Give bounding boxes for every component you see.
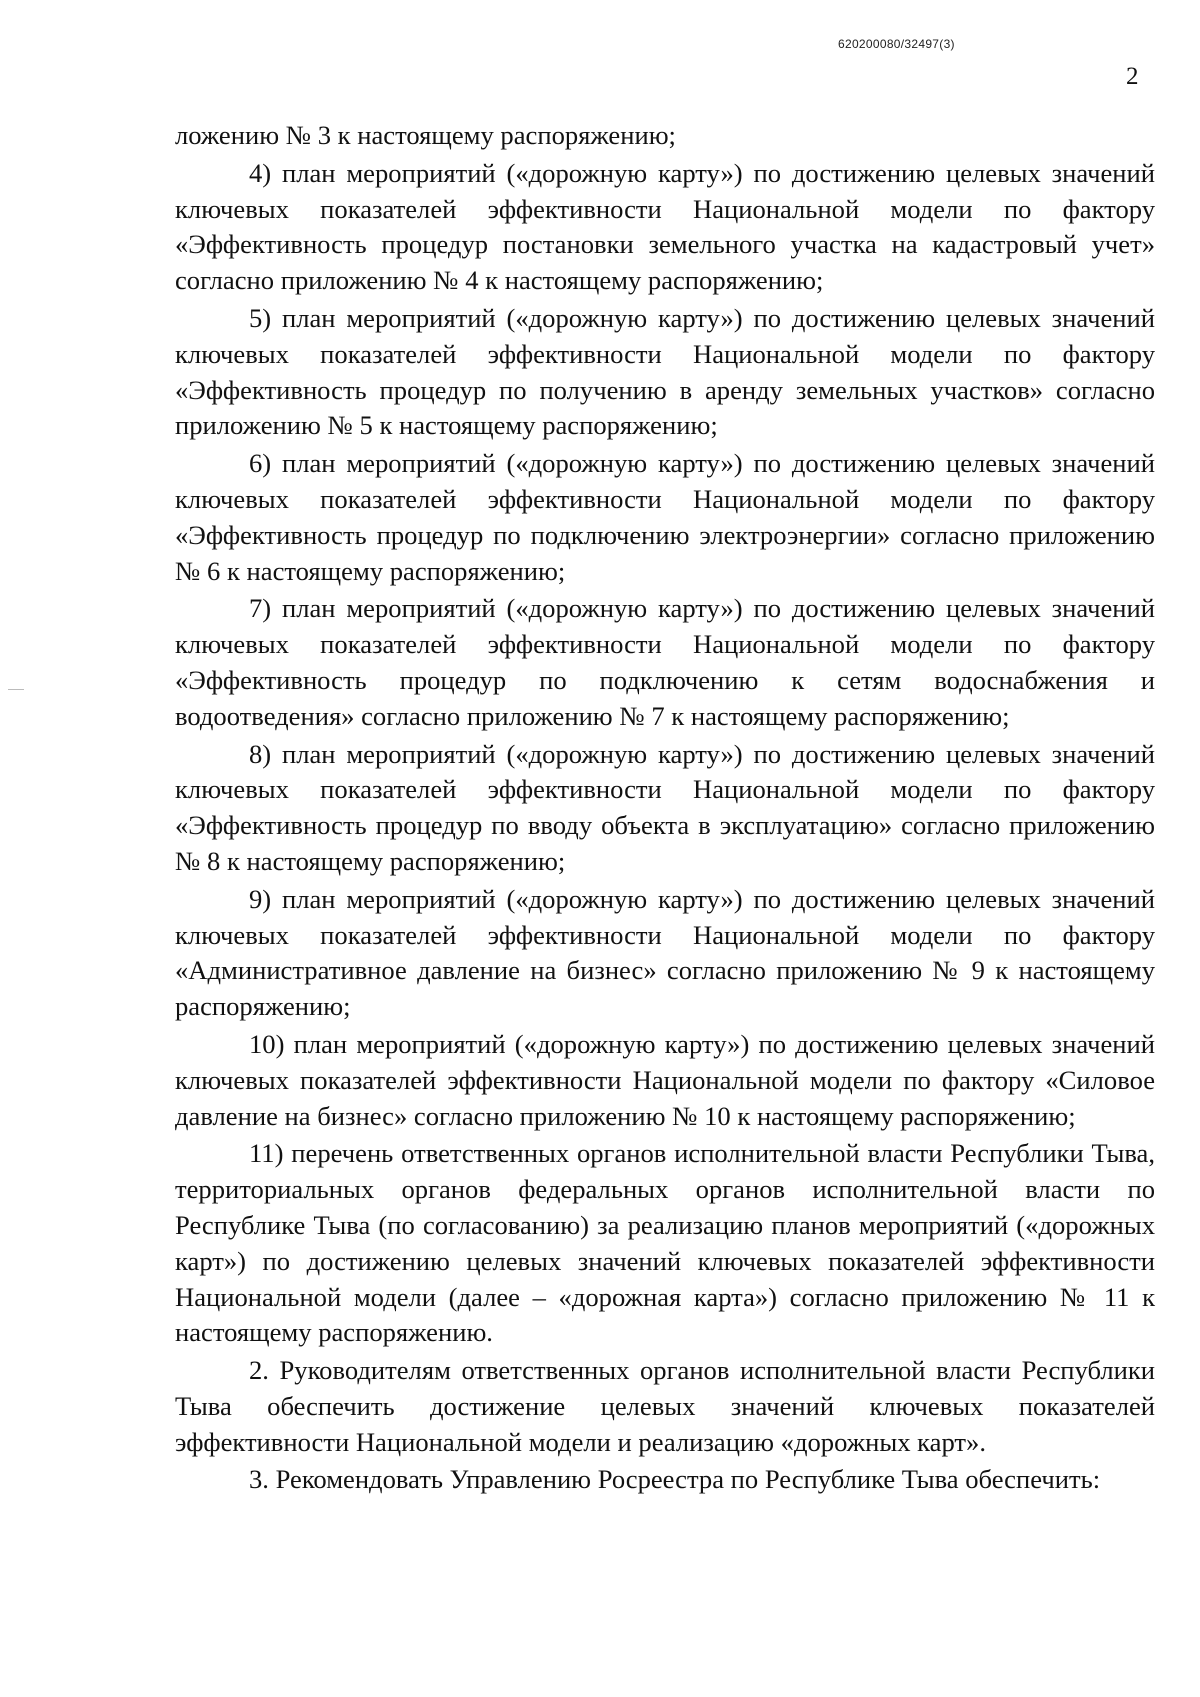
margin-mark [8, 689, 24, 690]
page-number: 2 [1126, 63, 1139, 90]
paragraph-item-5: 5) план мероприятий («дорожную карту») по достижению целевых значений ключевых показателей эффективности Национальной модели по фактору «Эффективность процедур по получению в аренду земельных участков» согласно приложению № 5 к настоящему распоряжению; [175, 302, 1155, 441]
paragraph-continuation: ложению № 3 к настоящему распоряжению; [175, 120, 676, 150]
document-id: 620200080/32497(3) [838, 37, 955, 51]
paragraph-item-6: 6) план мероприятий («дорожную карту») по достижению целевых значений ключевых показателей эффективности Национальной модели по фактору «Эффективность процедур по подключению электроэнергии» согласно приложению № 6 к настоящему распоряжению; [175, 448, 1155, 586]
paragraph-item-8: 8) план мероприятий («дорожную карту») по достижению целевых значений ключевых показателей эффективности Национальной модели по фактору «Эффективность процедур по вводу объекта в эксплуатацию» согласно приложению № 8 к настоящему распоряжению; [175, 738, 1155, 876]
paragraph-item-10: 10) план мероприятий («дорожную карту») по достижению целевых значений ключевых показателей эффективности Национальной модели по фактору «Силовое давление на бизнес» согласно приложению № 10 к настоящему распоряжению; [175, 1028, 1155, 1131]
paragraph-item-9: 9) план мероприятий («дорожную карту») по достижению целевых значений ключевых показателей эффективности Национальной модели по фактору «Административное давление на бизнес» согласно приложению № 9 к настоящему распоряжению; [175, 883, 1155, 1022]
paragraph-item-11: 11) перечень ответственных органов исполнительной власти Республики Тыва, территориальных органов федеральных органов исполнительной власти по Республике Тыва (по согласованию) за реализацию планов мероприятий («дорожных карт») по достижению целевых значений ключевых показателей эффективности Национальной модели (далее – «дорожная карта») согласно приложению № 11 к настоящему распоряжению. [175, 1138, 1155, 1348]
paragraph-clause-3: 3. Рекомендовать Управлению Росреестра по Республике Тыва обеспечить: [249, 1464, 1101, 1495]
document-body [175, 118, 1155, 1500]
paragraph-clause-2: 2. Руководителям ответственных органов исполнительной власти Республики Тыва обеспечить достижение целевых значений ключевых показателей эффективности Национальной модели и реализацию «дорожных карт». [175, 1355, 1155, 1457]
paragraph-item-4: 4) план мероприятий («дорожную карту») по достижению целевых значений ключевых показателей эффективности Национальной модели по фактору «Эффективность процедур постановки земельного участка на кадастровый учет» согласно приложению № 4 к настоящему распоряжению; [175, 157, 1155, 296]
paragraph-item-7: 7) план мероприятий («дорожную карту») по достижению целевых значений ключевых показателей эффективности Национальной модели по фактору «Эффективность процедур по подключению к сетям водоснабжения и водоотведения» согласно приложению № 7 к настоящему распоряжению; [175, 593, 1155, 731]
